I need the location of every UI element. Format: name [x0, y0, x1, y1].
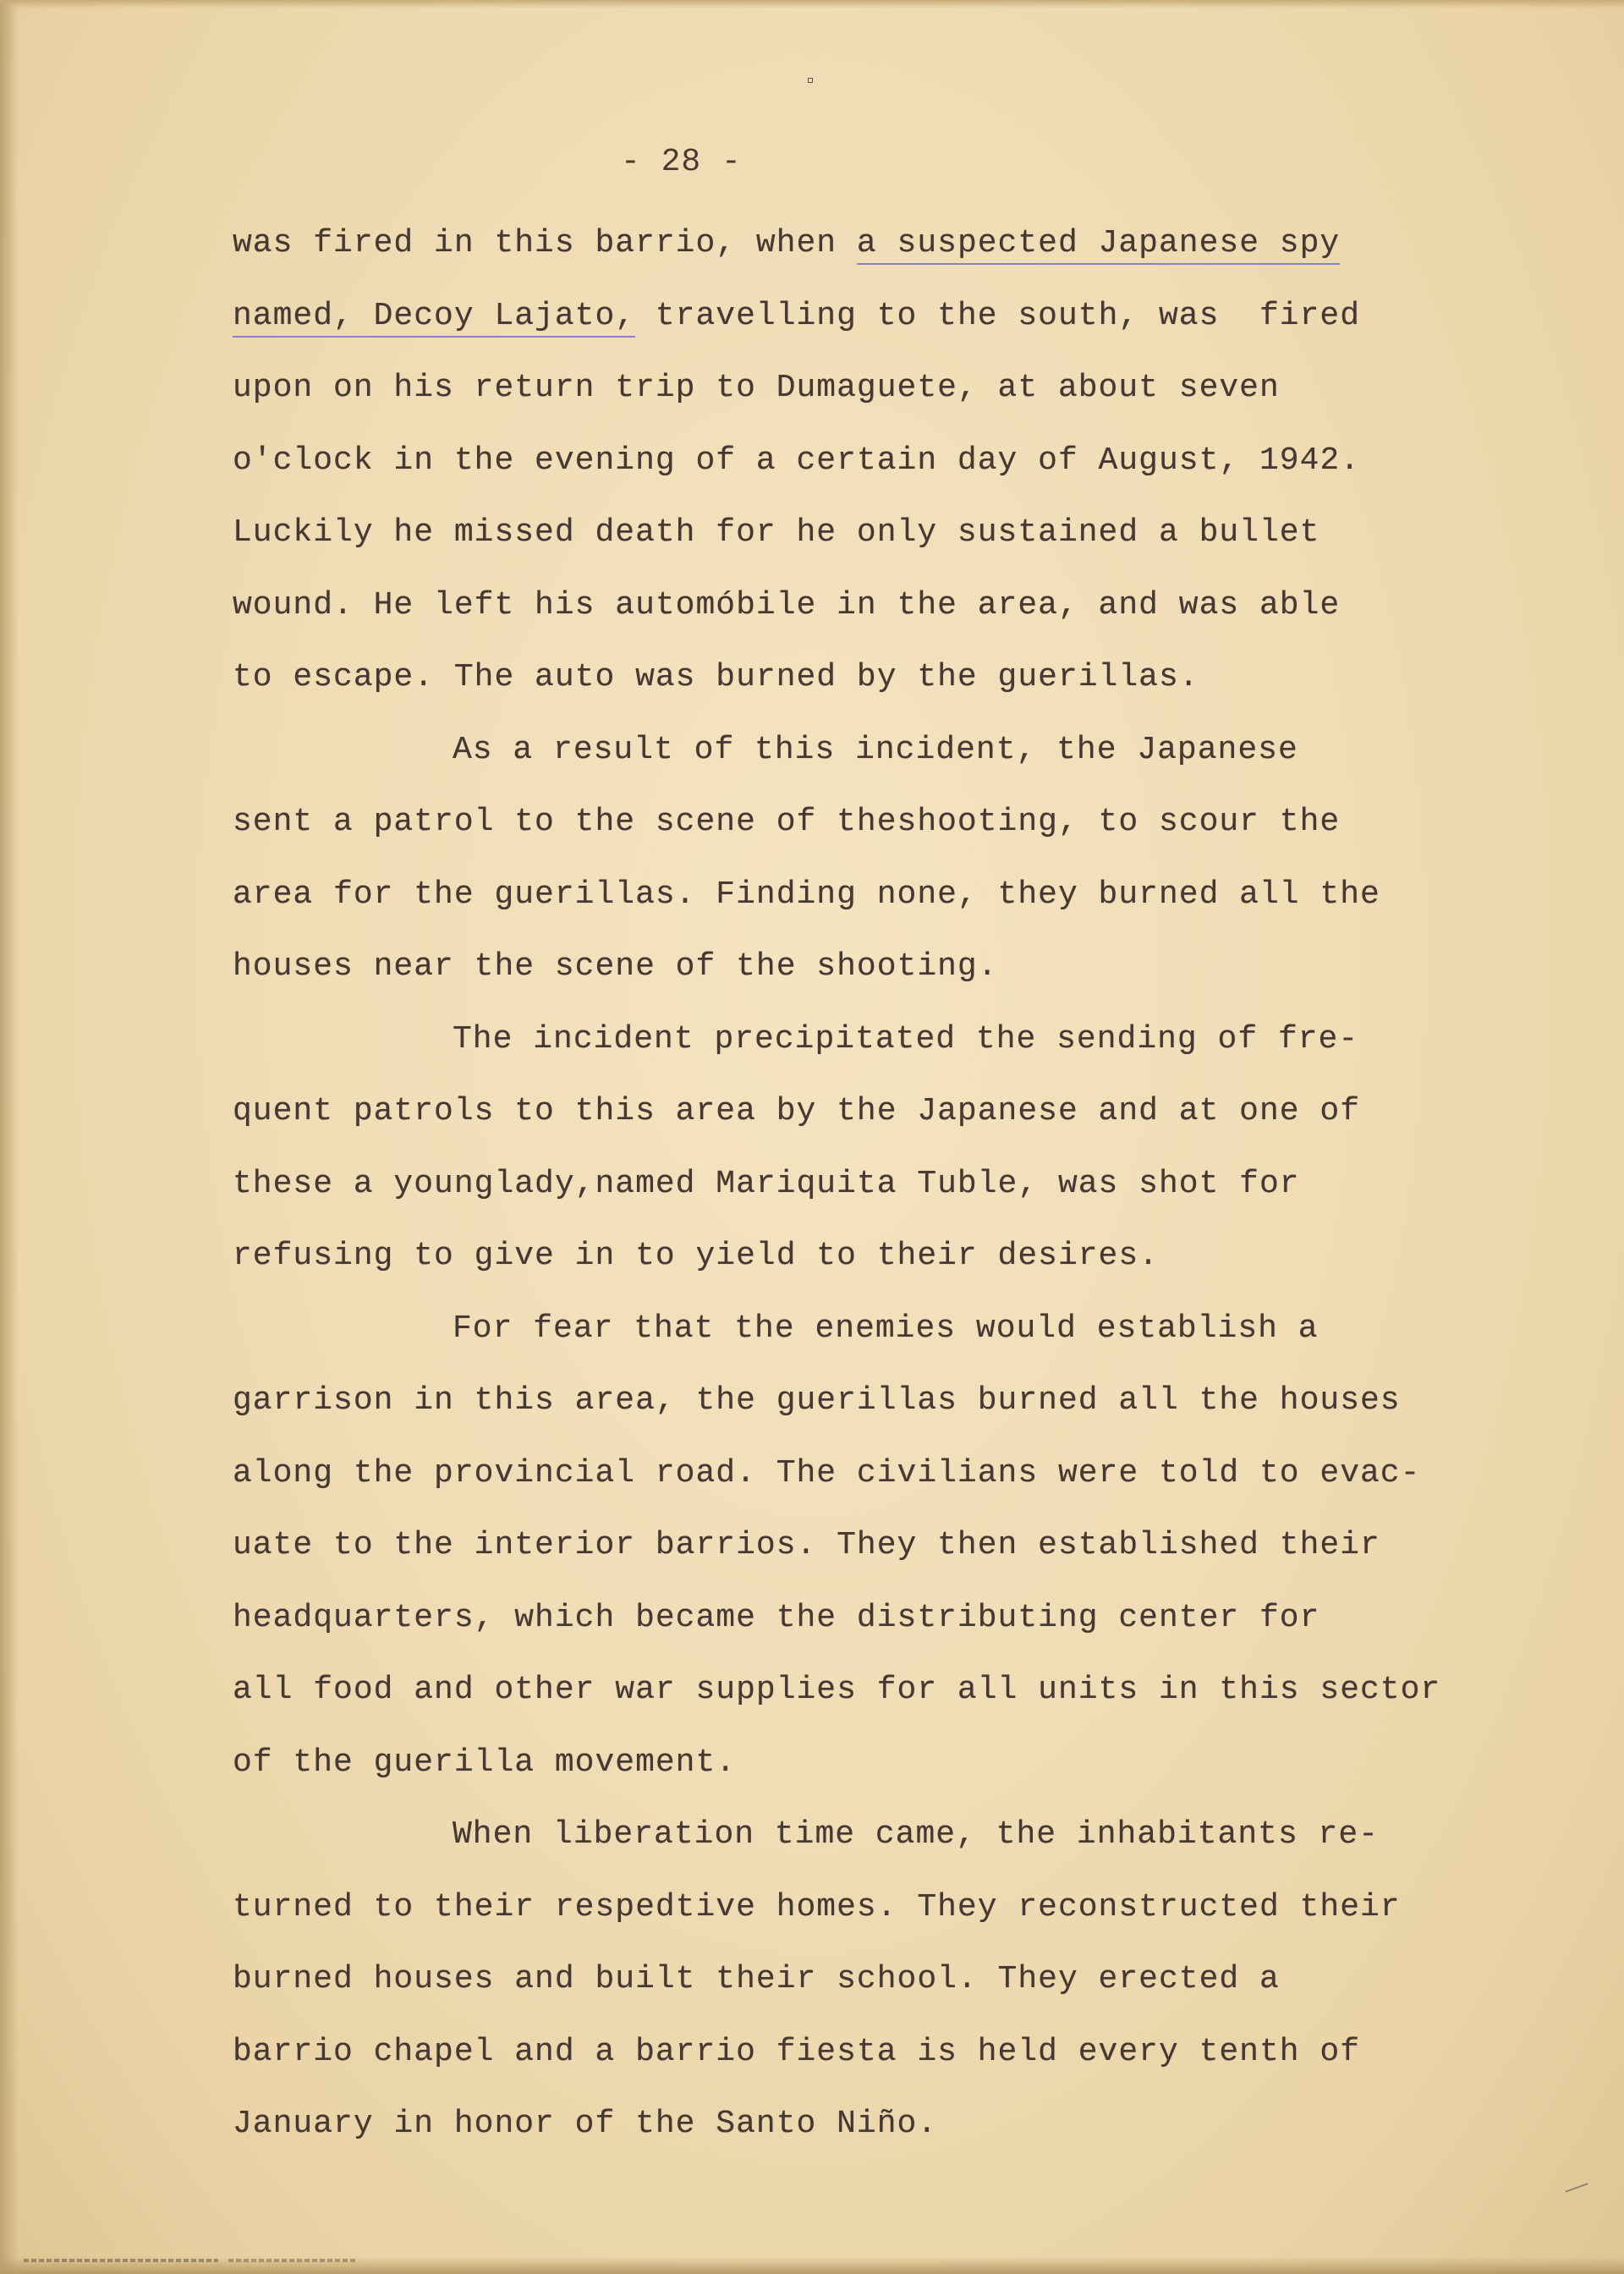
text-line — [233, 216, 1552, 288]
text-line: quent patrols to this area by the Japanese and at one of — [233, 1093, 1361, 1129]
page-top-edge-shadow — [0, 0, 1624, 8]
paragraph-start-line: The incident precipitated the sending of fre- — [453, 1020, 1359, 1057]
text-segment: was fired in this barrio, when — [233, 225, 857, 261]
text-line: garrison in this area, the guerillas burned all the houses — [233, 1382, 1401, 1419]
paragraph-start-line: When liberation time came, the inhabitants re- — [453, 1816, 1379, 1853]
text-line: houses near the scene of the shooting. — [233, 948, 998, 985]
text-segment: travelling to the south, was fired — [635, 297, 1361, 334]
text-line: area for the guerillas. Finding none, they burned all the — [233, 876, 1380, 913]
page-number: - 28 - — [621, 144, 742, 180]
text-line: along the provincial road. The civilians were told to evac- — [233, 1454, 1421, 1491]
text-line: headquarters, which became the distributing center for — [233, 1599, 1320, 1636]
page-left-edge-shadow — [0, 0, 19, 2274]
underlined-phrase: named, Decoy Lajato, — [233, 298, 635, 338]
underlined-phrase: a suspected Japanese spy — [857, 225, 1340, 265]
archive-footer-strip-2 — [228, 2259, 355, 2262]
text-line: all food and other war supplies for all units in this sector — [233, 1672, 1441, 1708]
text-line: sent a patrol to the scene of theshooting, to scour the — [233, 804, 1341, 840]
small-square-mark — [808, 78, 813, 83]
text-line: burned houses and built their school. They erected a — [233, 1961, 1280, 1997]
text-line: these a younglady,named Mariquita Tuble, was shot for — [233, 1165, 1300, 1202]
text-line: barrio chapel and a barrio fiesta is held every tenth of — [233, 2033, 1361, 2070]
text-line — [233, 288, 1552, 361]
text-line: wound. He left his automóbile in the area, and was able — [233, 586, 1341, 623]
text-line: uate to the interior barrios. They then established their — [233, 1527, 1380, 1563]
paragraph-start-line: For fear that the enemies would establish a — [453, 1310, 1319, 1347]
text-line: turned to their respedtive homes. They reconstructed their — [233, 1888, 1401, 1925]
paragraph-start-line: As a result of this incident, the Japanese — [453, 731, 1298, 768]
text-line: to escape. The auto was burned by the guerillas. — [233, 659, 1199, 695]
body-text — [233, 216, 1552, 2169]
text-line: refusing to give in to yield to their desires. — [233, 1238, 1159, 1274]
text-line: Luckily he missed death for he only sustained a bullet — [233, 514, 1320, 551]
text-line: January in honor of the Santo Niño. — [233, 2106, 938, 2142]
text-line: of the guerilla movement. — [233, 1744, 737, 1781]
archive-footer-strip — [24, 2259, 218, 2262]
text-line: o'clock in the evening of a certain day of August, 1942. — [233, 442, 1361, 479]
pencil-mark — [1566, 2183, 1588, 2192]
text-line: upon on his return trip to Dumaguete, at about seven — [233, 370, 1280, 406]
